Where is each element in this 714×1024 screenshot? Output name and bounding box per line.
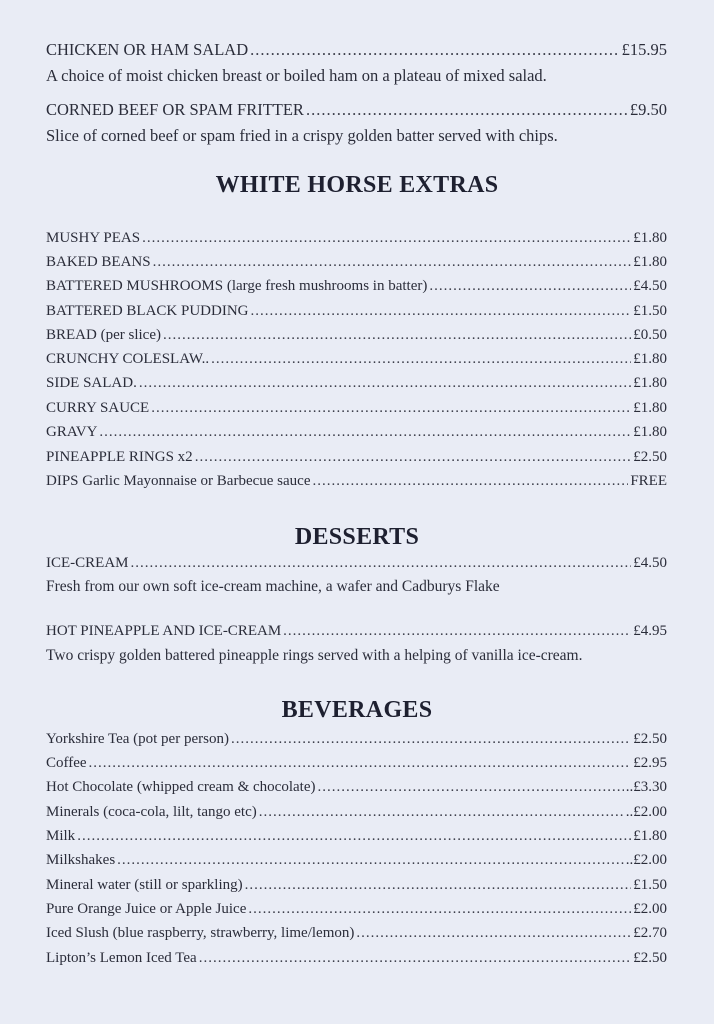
extras-item: [46, 278, 667, 295]
item-name: BREAD (per slice): [46, 327, 161, 343]
item-price: £2.50: [633, 449, 667, 465]
dot-leader: [151, 400, 631, 417]
item-price: £1.80: [633, 828, 667, 844]
beverage-item: [46, 852, 667, 869]
item-price: £1.80: [633, 254, 667, 270]
item-price: ..£2.00: [625, 804, 667, 820]
item-name: BATTERED MUSHROOMS (large fresh mushrooms in batter): [46, 278, 428, 294]
dot-leader: [199, 950, 632, 967]
item-price: £4.50: [633, 278, 667, 294]
beverage-item: [46, 877, 667, 894]
menu-item-chicken-ham-salad: [46, 40, 667, 60]
item-price: £0.50: [633, 327, 667, 343]
item-price: £2.50: [633, 731, 667, 747]
item-price: £4.50: [633, 555, 667, 571]
item-price: ..£3.30: [625, 779, 667, 795]
dot-leader: [248, 901, 631, 918]
dot-leader: [139, 375, 631, 392]
item-price: £1.80: [633, 424, 667, 440]
item-price: £1.80: [633, 400, 667, 416]
beverage-item: [46, 731, 667, 748]
item-name: CRUNCHY COLESLAW..: [46, 351, 210, 367]
dot-leader: [429, 278, 631, 295]
section-heading-extras: WHITE HORSE EXTRAS: [215, 172, 499, 198]
extras-item: [46, 449, 667, 466]
item-name: Milk: [46, 828, 76, 844]
extras-item: [46, 351, 667, 368]
extras-item: [46, 327, 667, 344]
item-name: ICE-CREAM: [46, 555, 129, 571]
extras-item: [46, 473, 667, 490]
item-name: CHICKEN OR HAM SALAD: [46, 40, 249, 59]
item-name: CORNED BEEF OR SPAM FRITTER: [46, 100, 304, 119]
dot-leader: [77, 828, 631, 845]
item-name: CURRY SAUCE: [46, 400, 150, 416]
dot-leader: [245, 877, 632, 894]
item-price: £1.80: [633, 230, 667, 246]
beverage-item: [46, 804, 667, 821]
item-name: Iced Slush (blue raspberry, strawberry, lime/lemon): [46, 925, 355, 941]
dot-leader: [251, 303, 632, 320]
item-name: Pure Orange Juice or Apple Juice: [46, 901, 247, 917]
item-description: Fresh from our own soft ice-cream machine, a wafer and Cadburys Flake: [46, 578, 500, 595]
item-price: ..£2.00: [625, 852, 667, 868]
item-price: £1.80: [633, 375, 667, 391]
dot-leader: [117, 852, 624, 869]
dot-leader: [259, 804, 624, 821]
dot-leader: [317, 779, 623, 796]
item-description: Two crispy golden battered pineapple rings served with a helping of vanilla ice-cream.: [46, 647, 583, 664]
item-name: Minerals (coca-cola, lilt, tango etc): [46, 804, 257, 820]
item-name: Lipton’s Lemon Iced Tea: [46, 950, 197, 966]
item-name: SIDE SALAD.: [46, 375, 137, 391]
item-description: Slice of corned beef or spam fried in a crispy golden batter served with chips.: [46, 126, 558, 145]
item-name: Yorkshire Tea (pot per person): [46, 731, 229, 747]
dot-leader: [231, 731, 631, 748]
dot-leader: [89, 755, 632, 772]
item-name: DIPS Garlic Mayonnaise or Barbecue sauce: [46, 473, 311, 489]
item-price: £2.70: [633, 925, 667, 941]
dot-leader: [283, 623, 631, 640]
item-price: FREE: [630, 473, 667, 489]
item-price: £1.50: [633, 877, 667, 893]
item-name: Coffee: [46, 755, 87, 771]
item-name: PINEAPPLE RINGS x2: [46, 449, 193, 465]
dot-leader: [313, 473, 629, 490]
item-price: £15.95: [621, 40, 667, 59]
dot-leader: [163, 327, 631, 344]
extras-item: [46, 400, 667, 417]
item-name: Hot Chocolate (whipped cream & chocolate): [46, 779, 316, 795]
extras-item: [46, 303, 667, 320]
section-heading-beverages: BEVERAGES: [281, 697, 433, 723]
item-price: £2.95: [633, 755, 667, 771]
item-name: GRAVY: [46, 424, 98, 440]
beverage-item: [46, 779, 667, 796]
dot-leader: [250, 40, 619, 60]
dessert-item: [46, 555, 667, 572]
beverage-item: [46, 950, 667, 967]
dot-leader: [131, 555, 632, 572]
item-price: £1.50: [633, 303, 667, 319]
beverage-item: [46, 901, 667, 918]
extras-item: [46, 424, 667, 441]
item-price: £2.50: [633, 950, 667, 966]
item-name: HOT PINEAPPLE AND ICE-CREAM: [46, 623, 282, 639]
dot-leader: [142, 230, 631, 247]
item-name: Milkshakes: [46, 852, 116, 868]
dot-leader: [99, 424, 631, 441]
item-name: MUSHY PEAS: [46, 230, 141, 246]
item-price: £1.80: [633, 351, 667, 367]
menu-item-corned-beef-fritter: [46, 100, 667, 120]
dot-leader: [195, 449, 632, 466]
extras-item: [46, 230, 667, 247]
item-price: £9.50: [629, 100, 667, 119]
dot-leader: [356, 925, 631, 942]
item-price: £4.95: [633, 623, 667, 639]
beverage-item: [46, 755, 667, 772]
extras-item: [46, 375, 667, 392]
beverage-item: [46, 925, 667, 942]
item-name: BATTERED BLACK PUDDING: [46, 303, 249, 319]
dessert-item: [46, 623, 667, 640]
item-price: £2.00: [633, 901, 667, 917]
beverage-item: [46, 828, 667, 845]
item-description: A choice of moist chicken breast or boiled ham on a plateau of mixed salad.: [46, 66, 547, 85]
item-name: Mineral water (still or sparkling): [46, 877, 243, 893]
section-heading-desserts: DESSERTS: [294, 524, 420, 550]
dot-leader: [306, 100, 628, 120]
dot-leader: [211, 351, 631, 368]
extras-item: [46, 254, 667, 271]
dot-leader: [153, 254, 632, 271]
item-name: BAKED BEANS: [46, 254, 151, 270]
